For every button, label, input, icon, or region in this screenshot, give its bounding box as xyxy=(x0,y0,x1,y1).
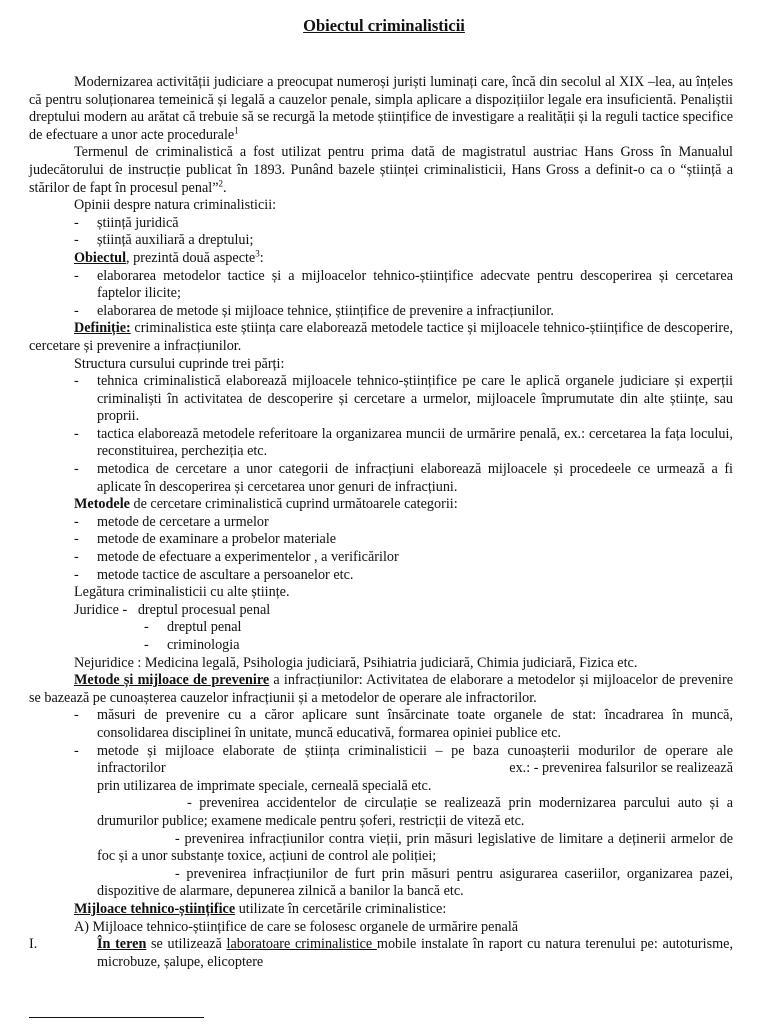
list-item: - metode tactice de ascultare a persoanelor etc. xyxy=(74,566,354,583)
list-item-text: metode și mijloace elaborate de știința criminalisticii – pe baza cunoașterii modurilor de operare ale infractorilor xyxy=(97,742,733,777)
teren-label: În teren xyxy=(97,936,147,953)
mijloace-text: utilizate în cercetările criminalistice: xyxy=(235,900,447,917)
list-item-text: criminologia xyxy=(167,637,240,653)
footnote-separator xyxy=(29,1017,204,1018)
list-item: - metode de efectuare a experimentelor , a verificărilor xyxy=(74,549,399,566)
list-item-text: tehnica criminalistică elaborează mijloacele tehnico-științifice pe care le aplică organele judiciare și experții criminaliști în activitatea de descoperire și cercetare a urmelor, mijloacele împrumutate din alte științe, sau proprii. xyxy=(97,373,733,425)
footnote-ref-2[interactable]: 2 xyxy=(218,177,223,188)
teren-item xyxy=(29,936,733,971)
structura-heading: Structura cursului cuprinde trei părți: xyxy=(74,355,285,372)
definitie-text: criminalistica este știința care elaborează metodele tactice și mijloacele tehnico-științifice de descoperire, cercetare și prevenire a infracțiunilor. xyxy=(29,320,733,354)
mijloace-a: A) Mijloace tehnico-științifice de care se folosesc organele de urmărire penală xyxy=(74,918,519,935)
teren-text-rest: mobile instalate în raport cu natura terenului pe: autoturisme, microbuze, șalupe, elicoptere xyxy=(97,936,733,970)
intro-text: Modernizarea activității judiciare a preocupat numeroși juriști luminați care, încă din secolul al XIX –lea, au înțeles că pentru soluționarea temeinică și legală a cauzelor penale, simpla aplicare a dispozițiilor legale era insuficientă. Penaliștii dreptului modern au arătat că trebuie să se recurgă la metode științifice de investigare a realității și la reguli tactice specifice de efectuare a unor acte procedurale xyxy=(29,74,733,143)
prevenire-text: a infracțiunilor: Activitatea de elaborare a metodelor și mijloacelor de prevenire se bazează pe cunoașterea cauzelor infracțiunii și a metodelor de operare ale infractorilor. xyxy=(29,672,733,706)
obiectul-text: , prezintă două aspecte xyxy=(126,249,256,266)
list-item: - măsuri de prevenire cu a căror aplicare sunt însărcinate toate organele de stat: încadrarea în muncă, consolidarea disciplinei în unitate, muncă educativă, formarea opiniei publice etc. xyxy=(74,707,733,741)
list-item-text: metodica de cercetare a unor categorii de infracțiuni elaborează mijloacele și procedeele ce urmează a fi aplicate în descoperirea și cercetarea unor genuri de infracțiuni. xyxy=(97,461,733,495)
mijloace-paragraph xyxy=(29,901,733,919)
list-item: - metodica de cercetare a unor categorii de infracțiuni elaborează mijloacele și procedeele ce urmează a fi aplicate în descoperirea și cercetarea unor genuri de infracțiuni. xyxy=(74,461,733,495)
prevenire-item2-cont: prin utilizarea de imprimate speciale, cerneală specială etc. xyxy=(97,777,432,794)
mijloace-label: Mijloace tehnico-științifice xyxy=(74,900,236,917)
definitie-label: Definiție: xyxy=(74,320,131,337)
intro-paragraph xyxy=(29,74,733,144)
list-item-text: metode de efectuare a experimentelor , a verificărilor xyxy=(97,549,399,566)
list-item-text: elaborarea metodelor tactice și a mijloacelor tehnico-științifice adecvate pentru descoperirea și cercetarea faptelor ilicite; xyxy=(97,267,733,302)
list-item: - dreptul penal xyxy=(144,619,242,636)
list-item-text: știință auxiliară a dreptului; xyxy=(97,232,254,249)
list-item-text: metode tactice de ascultare a persoanelor etc. xyxy=(97,566,354,583)
document-body xyxy=(29,74,733,971)
roman-numeral: I. xyxy=(29,936,38,953)
prev-accidente: - prevenirea accidentelor de circulație se realizează prin modernizarea parcului auto și a drumurilor publice; examene medicale pentru șoferi, restricții de viteză etc. xyxy=(97,795,733,829)
prev-viata: - prevenirea infracțiunilor contra vieții, prin măsuri legislative de limitare a deținerii armelor de foc și a unor substanțe toxice, acțiuni de control ale poliției; xyxy=(97,830,733,865)
term-paragraph: Termenul de criminalistică a fost utilizat pentru prima dată de magistratul austriac Hans Gross în Manualul judecătorului de instrucție publicat în 1893. Punând bazele științei criminalisticii, Hans Gross a definit-o ca o “știință a stărilor de fapt în procesul penal”$^2$. xyxy=(29,144,733,196)
juridice-sublist xyxy=(29,619,733,654)
list-item-text: știință juridică xyxy=(97,214,179,231)
metodele-label: Metodele xyxy=(74,496,130,513)
teren-text: se utilizează xyxy=(146,936,227,953)
footnote-ref-1[interactable]: 1 xyxy=(234,125,239,136)
prev-furt: - prevenirea infracțiunilor de furt prin măsuri pentru asigurarea caseriilor, organizarea pazei, dispozitive de alarmare, depunerea zilnică a banilor la bancă etc. xyxy=(97,865,733,900)
juridice-line xyxy=(29,602,733,620)
term-text: Termenul de criminalistică a fost utilizat pentru prima dată de magistratul austriac Hans Gross în Manualul judecătorului de instrucție publicat în 1893. Punând bazele științei criminalisticii, Hans Gross a definit-o ca o “știință a stărilor de fapt în procesul penal” xyxy=(29,144,733,196)
list-item: - metode de cercetare a urmelor xyxy=(74,513,269,530)
opinii-heading: Opinii despre natura criminalisticii: xyxy=(74,197,277,214)
obiectul-paragraph: Obiectul, prezintă două aspecte$^3$: xyxy=(74,248,264,266)
list-item-text: tactica elaborează metodele referitoare la organizarea muncii de urmărire penală, ex.: cercetarea la fața locului, reconstituirea, percheziția etc. xyxy=(97,425,733,460)
list-item-text: metode de examinare a probelor materiale xyxy=(97,531,337,548)
metodele-paragraph xyxy=(29,496,733,514)
nejuridice-line: Nejuridice : Medicina legală, Psihologia judiciară, Psihiatria judiciară, Chimia judiciară, Fizica etc. xyxy=(74,654,638,671)
prevenire-paragraph xyxy=(29,672,733,707)
list-item: - criminologia xyxy=(144,637,240,653)
legatura-heading: Legătura criminalisticii cu alte științe. xyxy=(74,584,290,601)
list-item-text: metode de cercetare a urmelor xyxy=(97,513,269,530)
juridice-item: dreptul procesual penal xyxy=(137,601,271,618)
list-item: - știință juridică xyxy=(74,214,179,231)
metodele-text: de cercetare criminalistică cuprind următoarele categorii: xyxy=(129,496,458,513)
list-item: - elaborarea de metode și mijloace tehnice, științifice de prevenire a infracțiunilor. xyxy=(74,302,554,319)
list-item: - elaborarea metodelor tactice și a mijloacelor tehnico-științifice adecvate pentru descoperirea și cercetarea faptelor ilicite; xyxy=(74,267,733,302)
list-item: - metode de examinare a probelor materiale xyxy=(74,531,337,548)
example-text: ex.: - prevenirea falsurilor se realizează xyxy=(509,760,733,777)
prevenire-label: Metode și mijloace de prevenire xyxy=(74,672,270,689)
footnote-ref-3[interactable]: 3 xyxy=(255,248,260,259)
page-title: Obiectul criminalisticii xyxy=(303,16,465,35)
list-item: - metode și mijloace elaborate de știința criminalisticii – pe baza cunoașterii modurilor de operare ale infractorilor ex.: - prevenirea falsurilor se realizează xyxy=(74,742,733,777)
definitie-paragraph xyxy=(29,320,733,355)
list-item-text: elaborarea de metode și mijloace tehnice, științifice de prevenire a infracțiunilor. xyxy=(97,302,554,319)
list-item: - știință auxiliară a dreptului; xyxy=(74,232,254,249)
obiectul-label: Obiectul xyxy=(74,249,127,266)
laboratoare-link: laboratoare criminalistice xyxy=(226,936,377,953)
list-item-text: dreptul penal xyxy=(167,619,242,636)
list-item-text: măsuri de prevenire cu a căror aplicare sunt însărcinate toate organele de stat: încadrarea în muncă, consolidarea disciplinei în unitate, muncă educativă, formarea opiniei publice etc. xyxy=(97,707,733,741)
juridice-label: Juridice - xyxy=(74,601,128,618)
list-item: - tactica elaborează metodele referitoare la organizarea muncii de urmărire penală, ex.: cercetarea la fața locului, reconstituirea, percheziția etc. xyxy=(74,425,733,460)
list-item: - tehnica criminalistică elaborează mijloacele tehnico-științifice pe care le aplică organele judiciare și experții criminaliști în activitatea de descoperire și cercetare a urmelor, mijloacele împrumutate din alte științe, sau proprii. xyxy=(74,373,733,425)
